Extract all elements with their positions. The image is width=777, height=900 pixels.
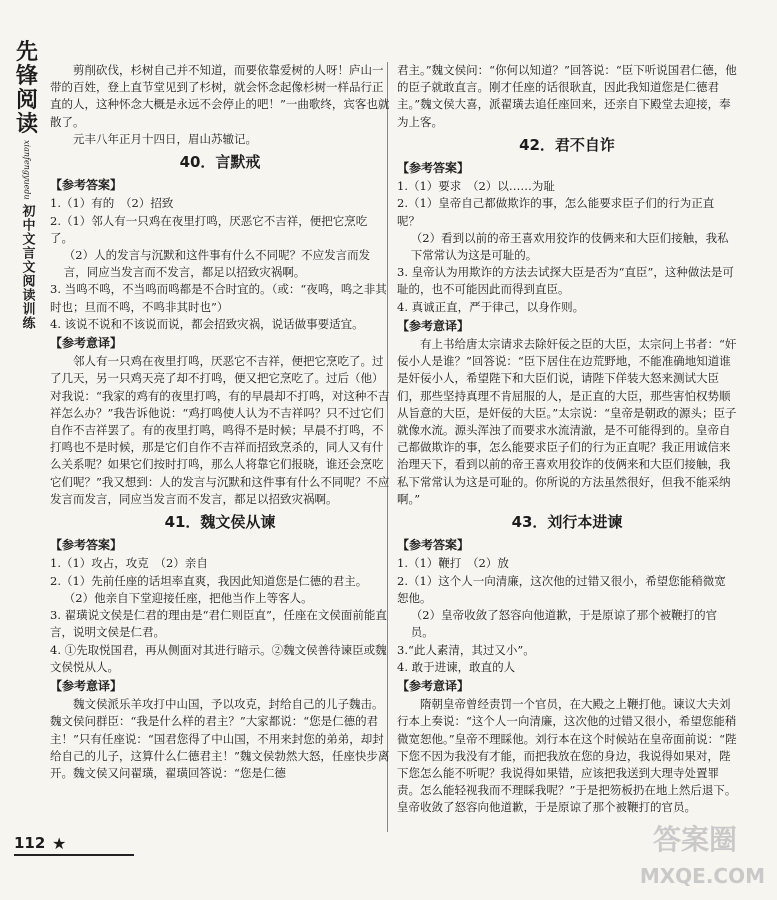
translation-label: 【参考意译】 [50, 678, 123, 693]
answers-label: 【参考答案】 [50, 178, 123, 193]
translation-text: 魏文侯派乐羊攻打中山国，予以攻克，封给自己的儿子魏击。魏文侯问群臣：“我是什么样的君主？”大家都说：“您是仁德的君主！”只有任座说：“国君您得了中山国，不用来封您的弟弟，却封给自己的儿子，这算什么仁德君主！”魏文侯勃然大怒，任座快步离开。魏文侯又问翟璜，翟璜回答说：“您是仁德 [50, 697, 390, 780]
translation-label: 【参考意译】 [397, 678, 470, 693]
answer-item: 1.（1）要求 （2）以……为耻 [397, 179, 555, 194]
answer-item: （2）他亲自下堂迎接任座，把他当作上等客人。 [63, 590, 313, 605]
brand-logo: 先锋阅读 [15, 39, 38, 137]
brand-roman: xianfengyuedu [22, 140, 32, 200]
page-number: 112 [14, 834, 46, 852]
answer-item: 4. 真诚正直，严于律己，以身作则。 [397, 299, 585, 314]
answer-item: 4. 该说不说和不该说而说，都会招致灾祸，说话做事要适宜。 [50, 316, 364, 331]
section-title-41: 41．魏文侯从谏 [164, 513, 276, 532]
watermark-url: MXQE.COM [639, 864, 765, 888]
section-title-40: 40．言默戒 [179, 153, 261, 172]
footer-rule [14, 854, 134, 856]
answer-item: 2.（1）邻人有一只鸡在夜里打鸣，厌恶它不吉祥，便把它烹吃了。 [50, 213, 368, 245]
answer-item: 2.（1）这个人一向清廉，这次他的过错又很小，希望您能稍微宽恕他。 [397, 573, 726, 605]
answer-item: 3. 翟璜说文侯是仁君的理由是“君仁则臣直”，任座在文侯面前能直言，说明文侯是仁君。 [50, 608, 387, 640]
translation-text: 隋朝皇帝曾经责罚一个官员，在大殿之上鞭打他。谏议大夫刘行本上奏说：“这个人一向清廉，这次他的过错又很小，希望您能稍微宽恕他。”皇帝不理睬他。刘行本在这个时候站在皇帝面前说：“陛下您不因为我没有才能，而把我放在您的身边，我说得如果对，陛下您怎么能不听呢？我说得如果错，应该把我送到大理寺处置罪责。怎么能轻视我而不理睬我呢？”于是把笏板扔在地上然后退下。皇帝收敛了怒容向他道歉，于是原谅了那个被鞭打的官员。 [397, 697, 737, 815]
intro-paragraph: 剪削砍伐，杉树自己并不知道，而要依靠爱树的人呀！庐山一带的百姓，登上直节堂见到了杉树，就会怀念起像杉树一样品行正直的人，这种怀念大概是永远不会停止的吧！”一曲歌终，宾客也就散了。 [50, 63, 390, 129]
answer-item: 1.（1）鞭打 （2）放 [397, 556, 509, 571]
answers-label: 【参考答案】 [397, 538, 470, 553]
star-icon: ★ [52, 834, 67, 853]
answer-item: 1.（1）攻占，攻克 （2）亲自 [50, 556, 208, 571]
sidebar-brand [10, 40, 44, 330]
right-column [397, 62, 737, 817]
translation-label: 【参考意译】 [50, 336, 123, 351]
answer-item: 2.（1）先前任座的话坦率直爽，我因此知道您是仁德的君主。 [50, 573, 368, 588]
translation-text: 有上书给唐太宗请求去除奸佞之臣的大臣，太宗问上书者：“奸佞小人是谁？”回答说：“臣下居住在边荒野地，不能准确地知道谁是奸佞小人，希望陛下和大臣们说，请陛下佯装大怒来测试大臣们，那些坚持真理不肯屈服的人，是正直的大臣，那些害怕权势顺从旨意的大臣，是奸佞的大臣。”太宗说：“皇帝是朝政的源头；臣子就像水流。源头浑浊了而要求水流清澈，是不可能得到的。皇帝自己都做欺诈的事，怎么能要求臣子们的行为正直呢？我正用诚信来治理天下，看到以前的帝王喜欢用狡诈的伎俩来和大臣们接触，我私下常常认为这是可耻的。你所说的方法虽然很好，但我不能采纳啊。” [397, 337, 737, 506]
answer-item: （2）皇帝收敛了怒容向他道歉，于是原谅了那个被鞭打的官员。 [410, 608, 718, 640]
answer-item: 3. 皇帝认为用欺诈的方法去试探大臣是否为“直臣”，这种做法是可耻的，也不可能因此而得到直臣。 [397, 265, 734, 297]
answer-item: （2）人的发言与沉默和这件事有什么不同呢？不应发言而发言，同应当发言而不发言，都足以招致灾祸啊。 [63, 248, 371, 280]
answer-item: 4. ①先取悦国君，再从侧面对其进行暗示。②魏文侯善待谏臣或魏文侯悦从人。 [50, 642, 387, 674]
section-title-42: 42．君不自诈 [519, 135, 615, 154]
series-title: 初中文言文阅读训练 [19, 204, 35, 330]
continued-paragraph: 君主。”魏文侯问：“你何以知道？”回答说：“臣下听说国君仁德，他的臣子就敢直言。刚才任座的话很耿直，因此我知道您是仁德君主。”魏文侯大喜，派翟璜去追任座回来，还亲自下殿堂去迎接，奉为上客。 [397, 63, 737, 129]
answer-item: 1.（1）有的 （2）招致 [50, 196, 174, 211]
answers-label: 【参考答案】 [397, 161, 470, 176]
answer-item: 4. 敢于进谏，敢直的人 [397, 659, 516, 674]
answer-item: 3.“此人素清，其过又小”。 [397, 642, 535, 657]
intro-signature: 元丰八年正月十四日，眉山苏辙记。 [73, 131, 257, 146]
translation-label: 【参考意译】 [397, 318, 470, 333]
left-column [50, 62, 390, 782]
answer-item: 2.（1）皇帝自己都做欺诈的事，怎么能要求臣子们的行为正直呢？ [397, 196, 715, 228]
section-title-43: 43．刘行本进谏 [511, 513, 623, 532]
answer-item: 3. 当鸣不鸣，不当鸣而鸣都是不合时宜的。（或：“夜鸣，鸣之非其时也；旦而不鸣，不鸣非其时也”） [50, 282, 387, 314]
translation-text: 邻人有一只鸡在夜里打鸣，厌恶它不吉祥，便把它烹吃了。过了几天，另一只鸡天亮了却不打鸣，便又把它烹吃了。过后（他）对我说：“我家的鸡有的夜里打鸣，有的早晨却不打鸣，对这种不吉祥怎么办？”我告诉他说：“鸡打鸣使人认为不吉祥吗？只不过它们自作不吉祥罢了。有的夜里打鸣，鸣得不是时候；早晨不打鸣，不打鸣也不是时候，那是它们自作不吉祥而招致烹杀的，同人又有什么关系呢？如果它们按时打鸣，那么人将靠它们报晓，谁还会烹吃它们呢？”我又想到：人的发言与沉默和这件事有什么不同呢？不应发言而发言，同应当发言而不发言，都足以招致灾祸啊。 [50, 354, 390, 506]
answer-item: （2）看到以前的帝王喜欢用狡诈的伎俩来和大臣们接触，我私下常常认为这是可耻的。 [410, 230, 729, 263]
watermark-logo: 答案圈 [652, 823, 737, 856]
answers-label: 【参考答案】 [50, 538, 123, 553]
